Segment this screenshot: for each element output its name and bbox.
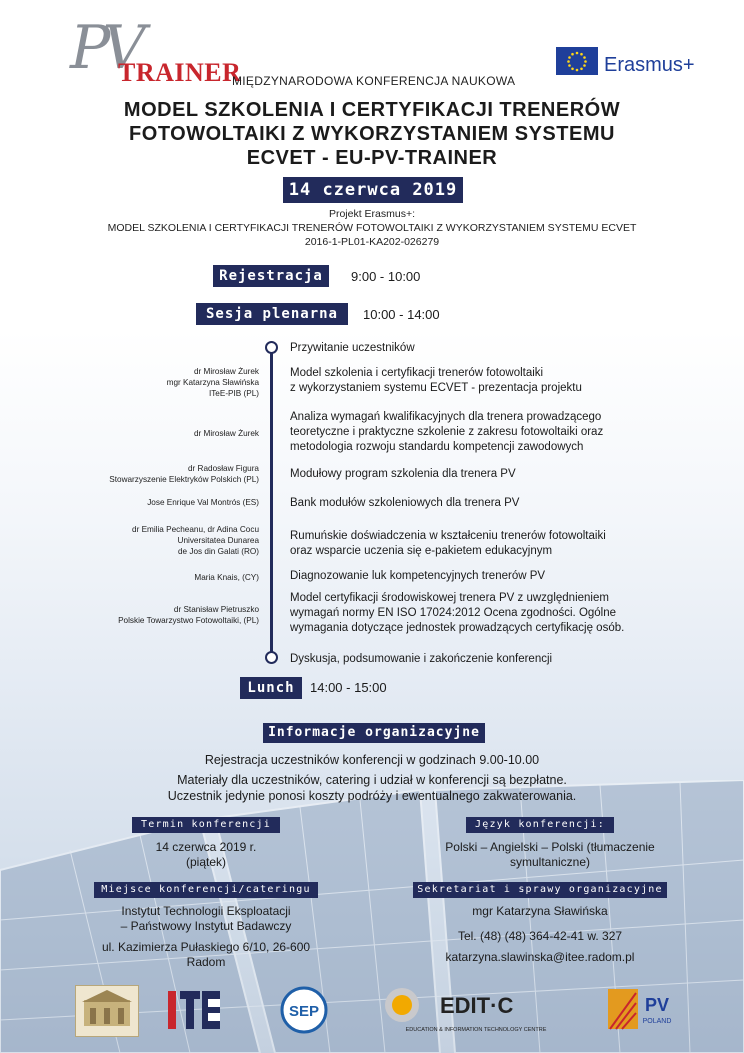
title-line-3: ECVET - EU-PV-TRAINER — [246, 147, 498, 169]
term-value: 14 czerwca 2019 r. (piątek) — [155, 840, 257, 869]
venue-label: Miejsce konferencji/cateringu — [94, 882, 318, 898]
agenda-item: Analiza wymagań kwalifikacyjnych dla trenera prowadzącego teoretyczne i praktyczne szkolenie z zakresu fotowoltaiki oraz metodologia rozwoju standardu kompetencji zawodowych — [290, 411, 604, 453]
secretariat-value: mgr Katarzyna Sławińska Tel. (48) (48) 364-42-41 w. 327 katarzyna.slawinska@itee.radom.pl — [445, 904, 635, 964]
title-line-2: FOTOWOLTAIKI Z WYKORZYSTANIEM SYSTEMU — [129, 123, 615, 145]
agenda-item: Bank modułów szkoleniowych dla trenera PV — [290, 497, 520, 509]
page-title — [0, 98, 744, 170]
timeline-line — [270, 345, 273, 657]
agenda-item: Model szkolenia i certyfikacji trenerów fotowoltaiki z wykorzystaniem systemu ECVET - prezentacja projektu — [290, 367, 582, 394]
plenary-label: Sesja plenarna — [196, 303, 348, 325]
agenda-item: Rumuńskie doświadczenia w kształceniu trenerów fotowoltaiki oraz wsparcie uczenia się e-pakietem edukacyjnym — [290, 530, 606, 557]
agenda-item: Diagnozowanie luk kompetencyjnych trenerów PV — [290, 570, 546, 582]
eu-flag-icon — [556, 47, 598, 75]
agenda-item: Przywitanie uczestników — [290, 342, 415, 354]
title-line-1: MODEL SZKOLENIA I CERTYFIKACJI TRENERÓW — [123, 99, 621, 121]
venue-value: Instytut Technologii Eksploatacji – Państwowy Instytut Badawczy ul. Kazimierza Pułaskiego 6/10, 26-600 Radom — [101, 904, 311, 969]
info-line-3: Uczestnik jedynie ponosi koszty podróży i ewentualnego zakwaterowania. — [167, 789, 577, 803]
registration-label: Rejestracja — [213, 265, 329, 287]
agenda-speaker: Maria Knais, (CY) — [194, 573, 259, 582]
timeline-dot — [265, 341, 278, 354]
language-value: Polski – Angielski – Polski (tłumaczenie symultaniczne) — [445, 840, 655, 869]
sep-label: SEP — [288, 1003, 320, 1020]
agenda-speaker: dr Radosław Figura Stowarzyszenie Elektryków Polskich (PL) — [109, 464, 259, 484]
project-line-1: Projekt Erasmus+: — [328, 208, 416, 220]
ite-logo — [166, 985, 222, 1035]
secretariat-label: Sekretariat i sprawy organizacyjne — [413, 882, 667, 898]
info-line-1: Rejestracja uczestników konferencji w godzinach 9.00-10.00 — [204, 753, 540, 767]
info-line-2: Materiały dla uczestników, catering i udział w konferencji są bezpłatne. — [177, 773, 567, 787]
agenda-speaker: Jose Enrique Val Montrós (ES) — [147, 498, 259, 507]
agenda-speaker: dr Stanisław Pietruszko Polskie Towarzystwo Fotowoltaiki, (PL) — [118, 605, 259, 625]
registration-time: 9:00 - 10:00 — [351, 269, 421, 284]
project-line-3: 2016-1-PL01-KA202-026279 — [304, 236, 440, 248]
agenda-speaker: dr Mirosław Żurek mgr Katarzyna Sławińska ITeE-PIB (PL) — [166, 367, 259, 398]
conference-date: 14 czerwca 2019 — [283, 177, 463, 203]
editc-sub: EDUCATION & INFORMATION TECHNOLOGY CENTRE — [405, 1027, 547, 1033]
plenary-time: 10:00 - 14:00 — [363, 307, 440, 322]
agenda-item: Dyskusja, podsumowanie i zakończenie konferencji — [290, 653, 553, 665]
project-line-2: MODEL SZKOLENIA I CERTYFIKACJI TRENERÓW FOTOWOLTAIKI Z WYKORZYSTANIEM SYSTEMU ECVET — [107, 222, 637, 234]
editc-logo — [378, 985, 574, 1035]
lunch-label: Lunch — [240, 677, 302, 699]
agenda-item: Modułowy program szkolenia dla trenera PV — [290, 468, 516, 480]
info-heading: Informacje organizacyjne — [263, 723, 485, 743]
erasmus-plus-logo: Erasmus+ — [604, 54, 695, 76]
pv-poland-sub: POLAND — [642, 1018, 672, 1025]
agenda-speaker: dr Mirosław Żurek — [193, 429, 259, 438]
agenda-speaker: dr Emilia Pecheanu, dr Adina Cocu Universitatea Dunarea de Jos din Galati (RO) — [132, 525, 259, 556]
timeline-dot — [265, 651, 278, 664]
term-label: Termin konferencji — [132, 817, 280, 833]
agenda-item: Model certyfikacji środowiskowej trenera PV z uwzględnieniem wymagań normy EN ISO 17024:2012 Ocena zgodności. Ogólne wymagania dotyczące jednostek prowadzących certyfikację osób. — [290, 592, 625, 634]
trainer-logo: TRAINER — [118, 58, 242, 87]
pv-logo: PV — [70, 13, 138, 83]
pv-poland-label: PV — [644, 995, 670, 1015]
language-label: Język konferencji: — [466, 817, 614, 833]
editc-label: EDIT·C — [440, 993, 514, 1018]
conference-label: MIĘDZYNARODOWA KONFERENCJA NAUKOWA — [232, 74, 516, 88]
lunch-time: 14:00 - 15:00 — [310, 680, 387, 695]
pv-poland-logo — [606, 985, 676, 1035]
university-logo — [75, 985, 139, 1037]
sep-logo — [279, 985, 329, 1035]
